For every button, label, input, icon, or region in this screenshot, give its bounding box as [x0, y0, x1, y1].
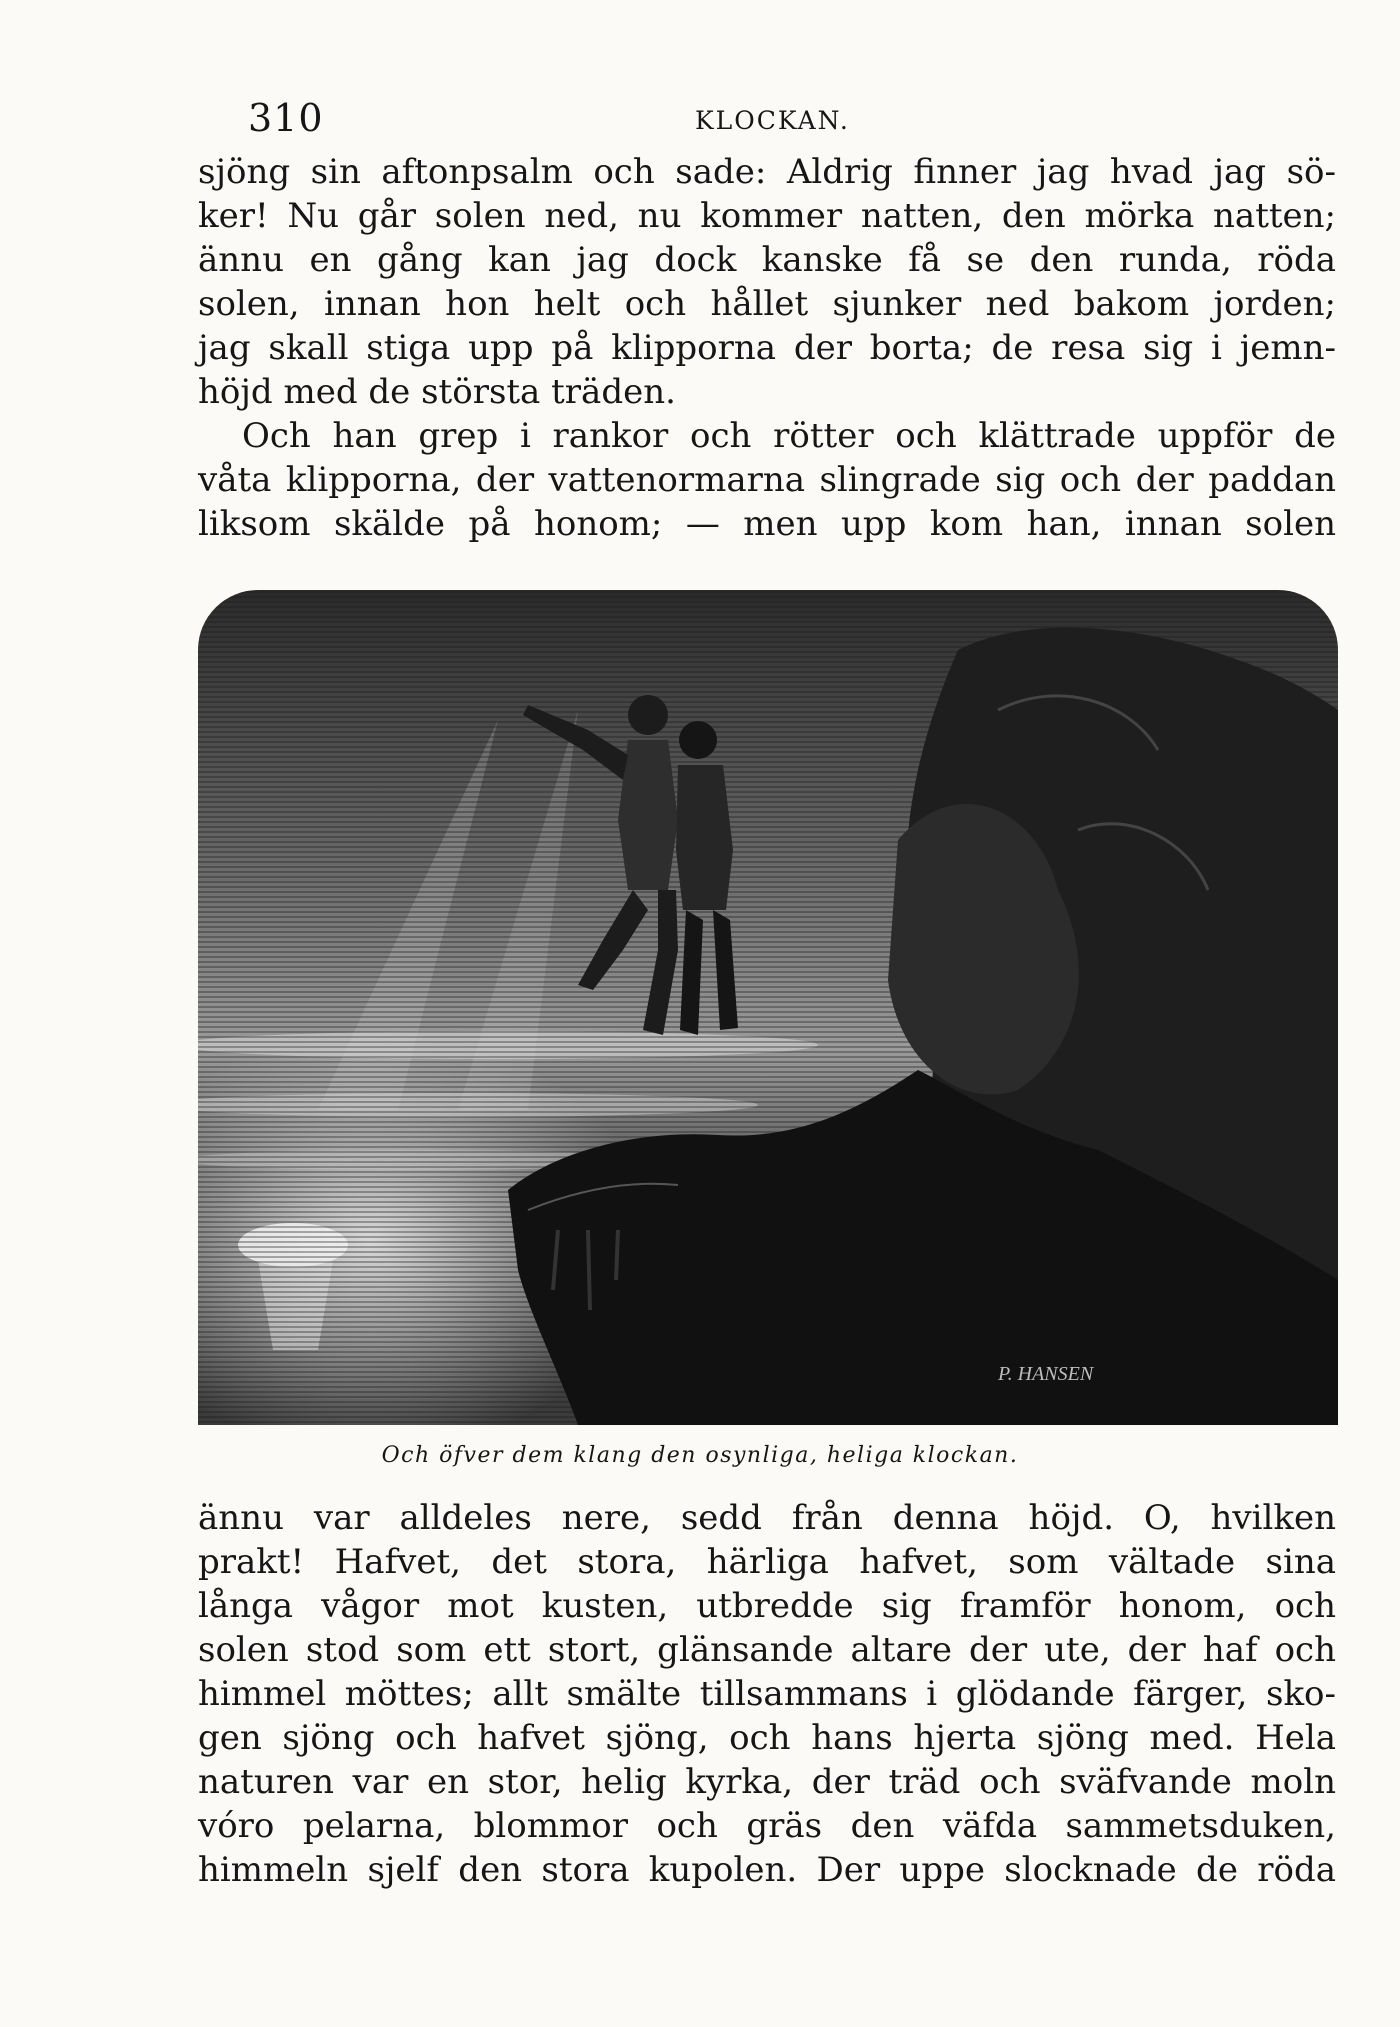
- text-line: vóro pelarna, blommor och gräs den väfda sammetsduken,: [198, 1806, 1336, 1846]
- text-line: jag skall stiga upp på klipporna der borta; de resa sig i jemn-: [198, 328, 1336, 368]
- text-line: höjd med de största träden.: [198, 372, 676, 412]
- text-line: Och han grep i rankor och rötter och klättrade uppför de: [242, 416, 1336, 456]
- page-header: [0, 96, 1400, 140]
- text-line: gen sjöng och hafvet sjöng, och hans hjerta sjöng med. Hela: [198, 1718, 1336, 1758]
- text-line: sjöng sin aftonpsalm och sade: Aldrig finner jag hvad jag sö-: [198, 152, 1336, 192]
- running-head: KLOCKAN.: [695, 106, 850, 135]
- page-number: 310: [248, 96, 324, 140]
- text-line: våta klipporna, der vattenormarna slingrade sig och der paddan: [198, 460, 1336, 500]
- text-line: långa vågor mot kusten, utbredde sig framför honom, och: [198, 1586, 1336, 1626]
- text-line: naturen var en stor, helig kyrka, der träd och sväfvande moln: [198, 1762, 1336, 1802]
- text-line: solen, innan hon helt och hållet sjunker ned bakom jorden;: [198, 284, 1336, 324]
- text-line: liksom skälde på honom; — men upp kom han, innan solen: [198, 504, 1336, 544]
- text-line: solen stod som ett stort, glänsande altare der ute, der haf och: [198, 1630, 1336, 1670]
- engraving-illustration: [198, 590, 1338, 1425]
- text-line: himmeln sjelf den stora kupolen. Der uppe slocknade de röda: [198, 1850, 1336, 1890]
- body-text-bottom: [198, 1496, 1336, 1892]
- artist-signature: P. HANSEN: [998, 1363, 1094, 1385]
- text-line: himmel möttes; allt smälte tillsammans i glödande färger, sko-: [198, 1674, 1336, 1714]
- text-line: ännu var alldeles nere, sedd från denna höjd. O, hvilken: [198, 1498, 1336, 1538]
- text-line: ker! Nu går solen ned, nu kommer natten, den mörka natten;: [198, 196, 1336, 236]
- text-line: prakt! Hafvet, det stora, härliga hafvet, som vältade sina: [198, 1542, 1336, 1582]
- body-text-top: [198, 150, 1336, 546]
- figure-caption: Och öfver dem klang den osynliga, heliga klockan.: [381, 1443, 1019, 1468]
- text-line: ännu en gång kan jag dock kanske få se den runda, röda: [198, 240, 1336, 280]
